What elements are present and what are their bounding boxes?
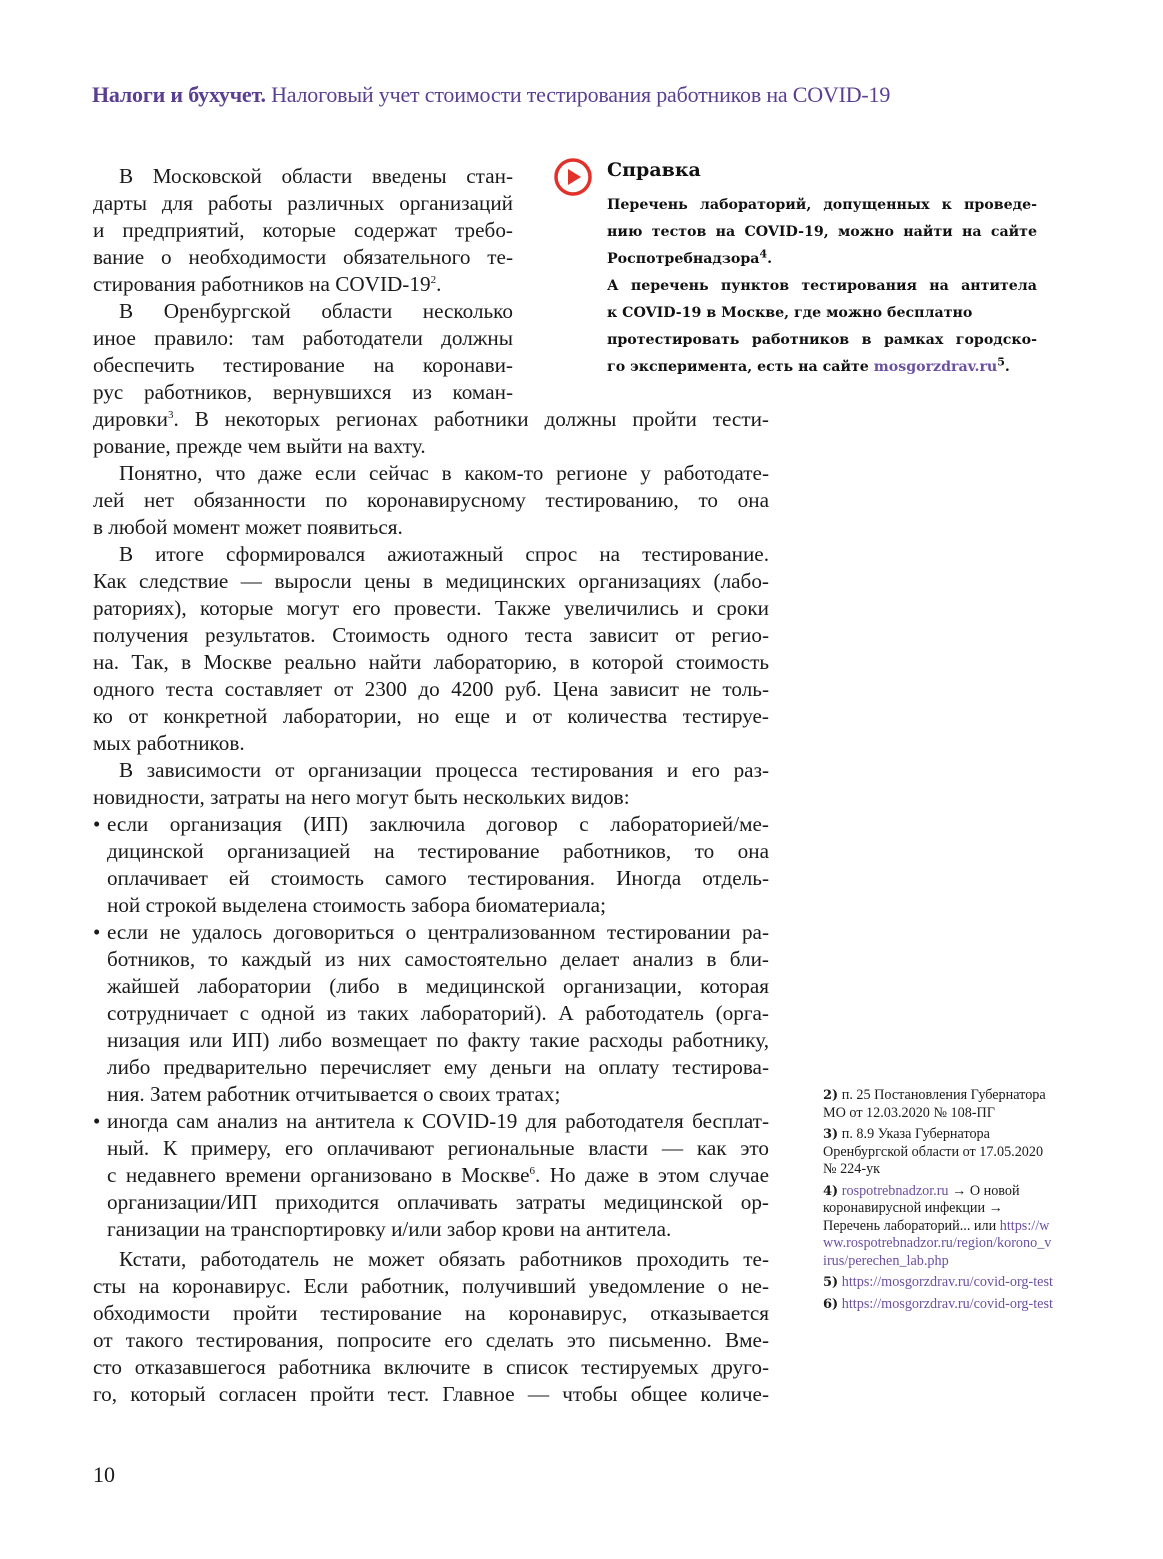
bullet-icon: • (93, 812, 101, 836)
rospotrebnadzor-url-link[interactable]: https://www.rospotrebnadzor.ru/region/korono_virus/perechen_lab.php (823, 1217, 1052, 1269)
reference-title: Справка (607, 159, 701, 181)
text-line: Понятно, что даже если сейчас в каком-то регионе у работодате- (119, 461, 769, 485)
running-header (92, 82, 890, 108)
reference-line: к COVID-19 в Москве, где можно бесплатно (607, 305, 973, 321)
text-line: если организация (ИП) заключила договор с лабораторией/ме- (107, 812, 769, 836)
text-line: сты на коронавирус. Если работник, получивший уведомление о не- (93, 1274, 769, 1298)
text-line: организации/ИП приходится оплачивать затраты медицинской ор- (107, 1190, 769, 1214)
text-line: получения результатов. Стоимость одного теста зависит от регио- (93, 623, 769, 647)
mosgorzdrav-link[interactable]: mosgorzdrav.ru (873, 359, 998, 375)
reference-line: нию тестов на COVID-19, можно найти на сайте (607, 224, 1037, 240)
text-line: от такого тестирования, попросите его сделать это письменно. Вме- (93, 1328, 769, 1352)
text-line: иногда сам анализ на антитела к COVID-19 для работодателя бесплат- (107, 1109, 769, 1133)
text-line: рование, прежде чем выйти на вахту. (93, 434, 426, 458)
footnote-6: 6) https://mosgorzdrav.ru/covid-org-test (823, 1295, 1053, 1312)
text-line: Как следствие — выросли цены в медицинских организациях (лабо- (93, 569, 769, 593)
text-line: одного теста составляет от 2300 до 4200 руб. Цена зависит не толь- (93, 677, 769, 701)
text-line: жайшей лаборатории (либо в медицинской организации, которая (107, 974, 769, 998)
reference-line: А перечень пунктов тестирования на антитела (607, 278, 1037, 294)
footnotes (823, 1087, 1053, 1317)
reference-line: Роспотребнадзора$^4$. (607, 247, 773, 267)
header-title: Налоговый учет стоимости тестирования работников на COVID-19 (271, 82, 891, 107)
text-line: лей нет обязанности по коронавирусному тестированию, то она (93, 488, 769, 512)
mosgorzdrav-url-link[interactable]: https://mosgorzdrav.ru/covid-org-test (841, 1295, 1053, 1312)
footnote-2: 2) п. 25 Постановления Губернатора МО от 12.03.2020 № 108-ПГ (823, 1087, 1046, 1121)
text-line: в любой момент может появиться. (93, 515, 403, 539)
text-line: мых работников. (93, 731, 245, 755)
text-line: рус работников, вернувшихся из коман- (93, 380, 513, 404)
reference-line: протестировать работников в рамках городско- (607, 332, 1037, 348)
text-line: дировки$^3$. В некоторых регионах работники должны пройти тести- (93, 407, 769, 431)
footnote-ref[interactable]: 2 (430, 273, 437, 286)
page-number: 10 (93, 1462, 115, 1487)
footnote-ref[interactable]: 4 (759, 247, 768, 261)
reference-line: го эксперимента, есть на сайте mosgorzdrav.ru$^5$. (607, 355, 1010, 375)
text-line: обходимости пройти тестирование на коронавирус, отказывается (93, 1301, 769, 1325)
text-line: на. Так, в Москве реально найти лабораторию, в которой стоимость (93, 650, 769, 674)
text-line: стирования работников на COVID-19$^2$. (93, 272, 442, 296)
text-line: дарты для работы различных организаций (93, 191, 513, 215)
text-line: раториях), которые могут его провести. Также увеличились и сроки (93, 596, 769, 620)
text-line: низация или ИП) либо возмещает по факту такие расходы работнику, (107, 1028, 769, 1052)
text-line: дицинской организацией на тестирование работников, то она (107, 839, 769, 863)
text-line: го, который согласен пройти тест. Главное — чтобы общее количе- (93, 1382, 769, 1406)
text-line: оплачивает ей стоимость самого тестирования. Иногда отдель- (107, 866, 769, 890)
text-line: ганизации на транспортировку и/или забор крови на антитела. (107, 1217, 672, 1241)
text-line: сотрудничает с одной из таких лабораторий). А работодатель (орга- (107, 1001, 769, 1025)
bullet-icon: • (93, 1109, 101, 1133)
text-line: иное правило: там работодатели должны (93, 326, 513, 350)
reference-line: Перечень лабораторий, допущенных к проведе- (607, 197, 1037, 213)
text-line: если не удалось договориться о централизованном тестировании ра- (107, 920, 769, 944)
text-line: В итоге сформировался ажиотажный спрос на тестирование. (119, 542, 769, 566)
text-line: либо предварительно перечисляет ему деньги на оплату тестирова- (107, 1055, 769, 1079)
text-line: ния. Затем работник отчитывается о своих тратах; (107, 1082, 561, 1106)
text-line: ботников, то каждый из них самостоятельно делает анализ в бли- (107, 947, 769, 971)
text-line: с недавнего времени организовано в Москве$^6$. Но даже в этом случае (107, 1163, 769, 1187)
text-line: и предприятий, которые содержат требо- (93, 218, 513, 242)
header-section: Налоги и бухучет. (92, 82, 266, 107)
rospotrebnadzor-link[interactable]: rospotrebnadzor.ru (841, 1182, 949, 1199)
mosgorzdrav-url-link[interactable]: https://mosgorzdrav.ru/covid-org-test (841, 1274, 1053, 1290)
bullet-icon: • (93, 920, 101, 944)
footnote-3: 3) п. 8.9 Указа Губернатора Оренбургской области от 17.05.2020 № 224-ук (823, 1126, 1044, 1177)
text-line: сто отказавшегося работника включите в список тестируемых друго- (93, 1355, 769, 1379)
text-line: новидности, затраты на него могут быть нескольких видов: (93, 785, 630, 809)
text-line: В Московской области введены стан- (119, 164, 513, 188)
text-line: Кстати, работодатель не может обязать работников проходить те- (119, 1247, 769, 1271)
footnote-5: 5) https://mosgorzdrav.ru/covid-org-test (823, 1274, 1053, 1290)
text-line: В Оренбургской области несколько (119, 299, 513, 323)
footnote-ref[interactable]: 3 (167, 408, 174, 421)
text-line: ко от конкретной лаборатории, но еще и от количества тестируе- (93, 704, 769, 728)
footnote-ref[interactable]: 5 (997, 355, 1005, 369)
text-line: В зависимости от организации процесса тестирования и его раз- (119, 758, 769, 782)
footnote-ref[interactable]: 6 (529, 1164, 535, 1177)
play-circle-icon (553, 157, 593, 197)
text-line: обеспечить тестирование на коронави- (93, 353, 513, 377)
text-line: ный. К примеру, его оплачивают региональные власти — как это (107, 1136, 769, 1160)
text-line: ной строкой выделена стоимость забора биоматериала; (107, 893, 606, 917)
footnote-4: 4) rospotrebnadzor.ru → О новой коронавирусной инфекции → Перечень лабораторий... или https://www.rospotrebnadzor.ru/region/korono_virus/perechen_lab.php (823, 1182, 1052, 1269)
text-line: вание о необходимости обязательного те- (93, 245, 513, 269)
